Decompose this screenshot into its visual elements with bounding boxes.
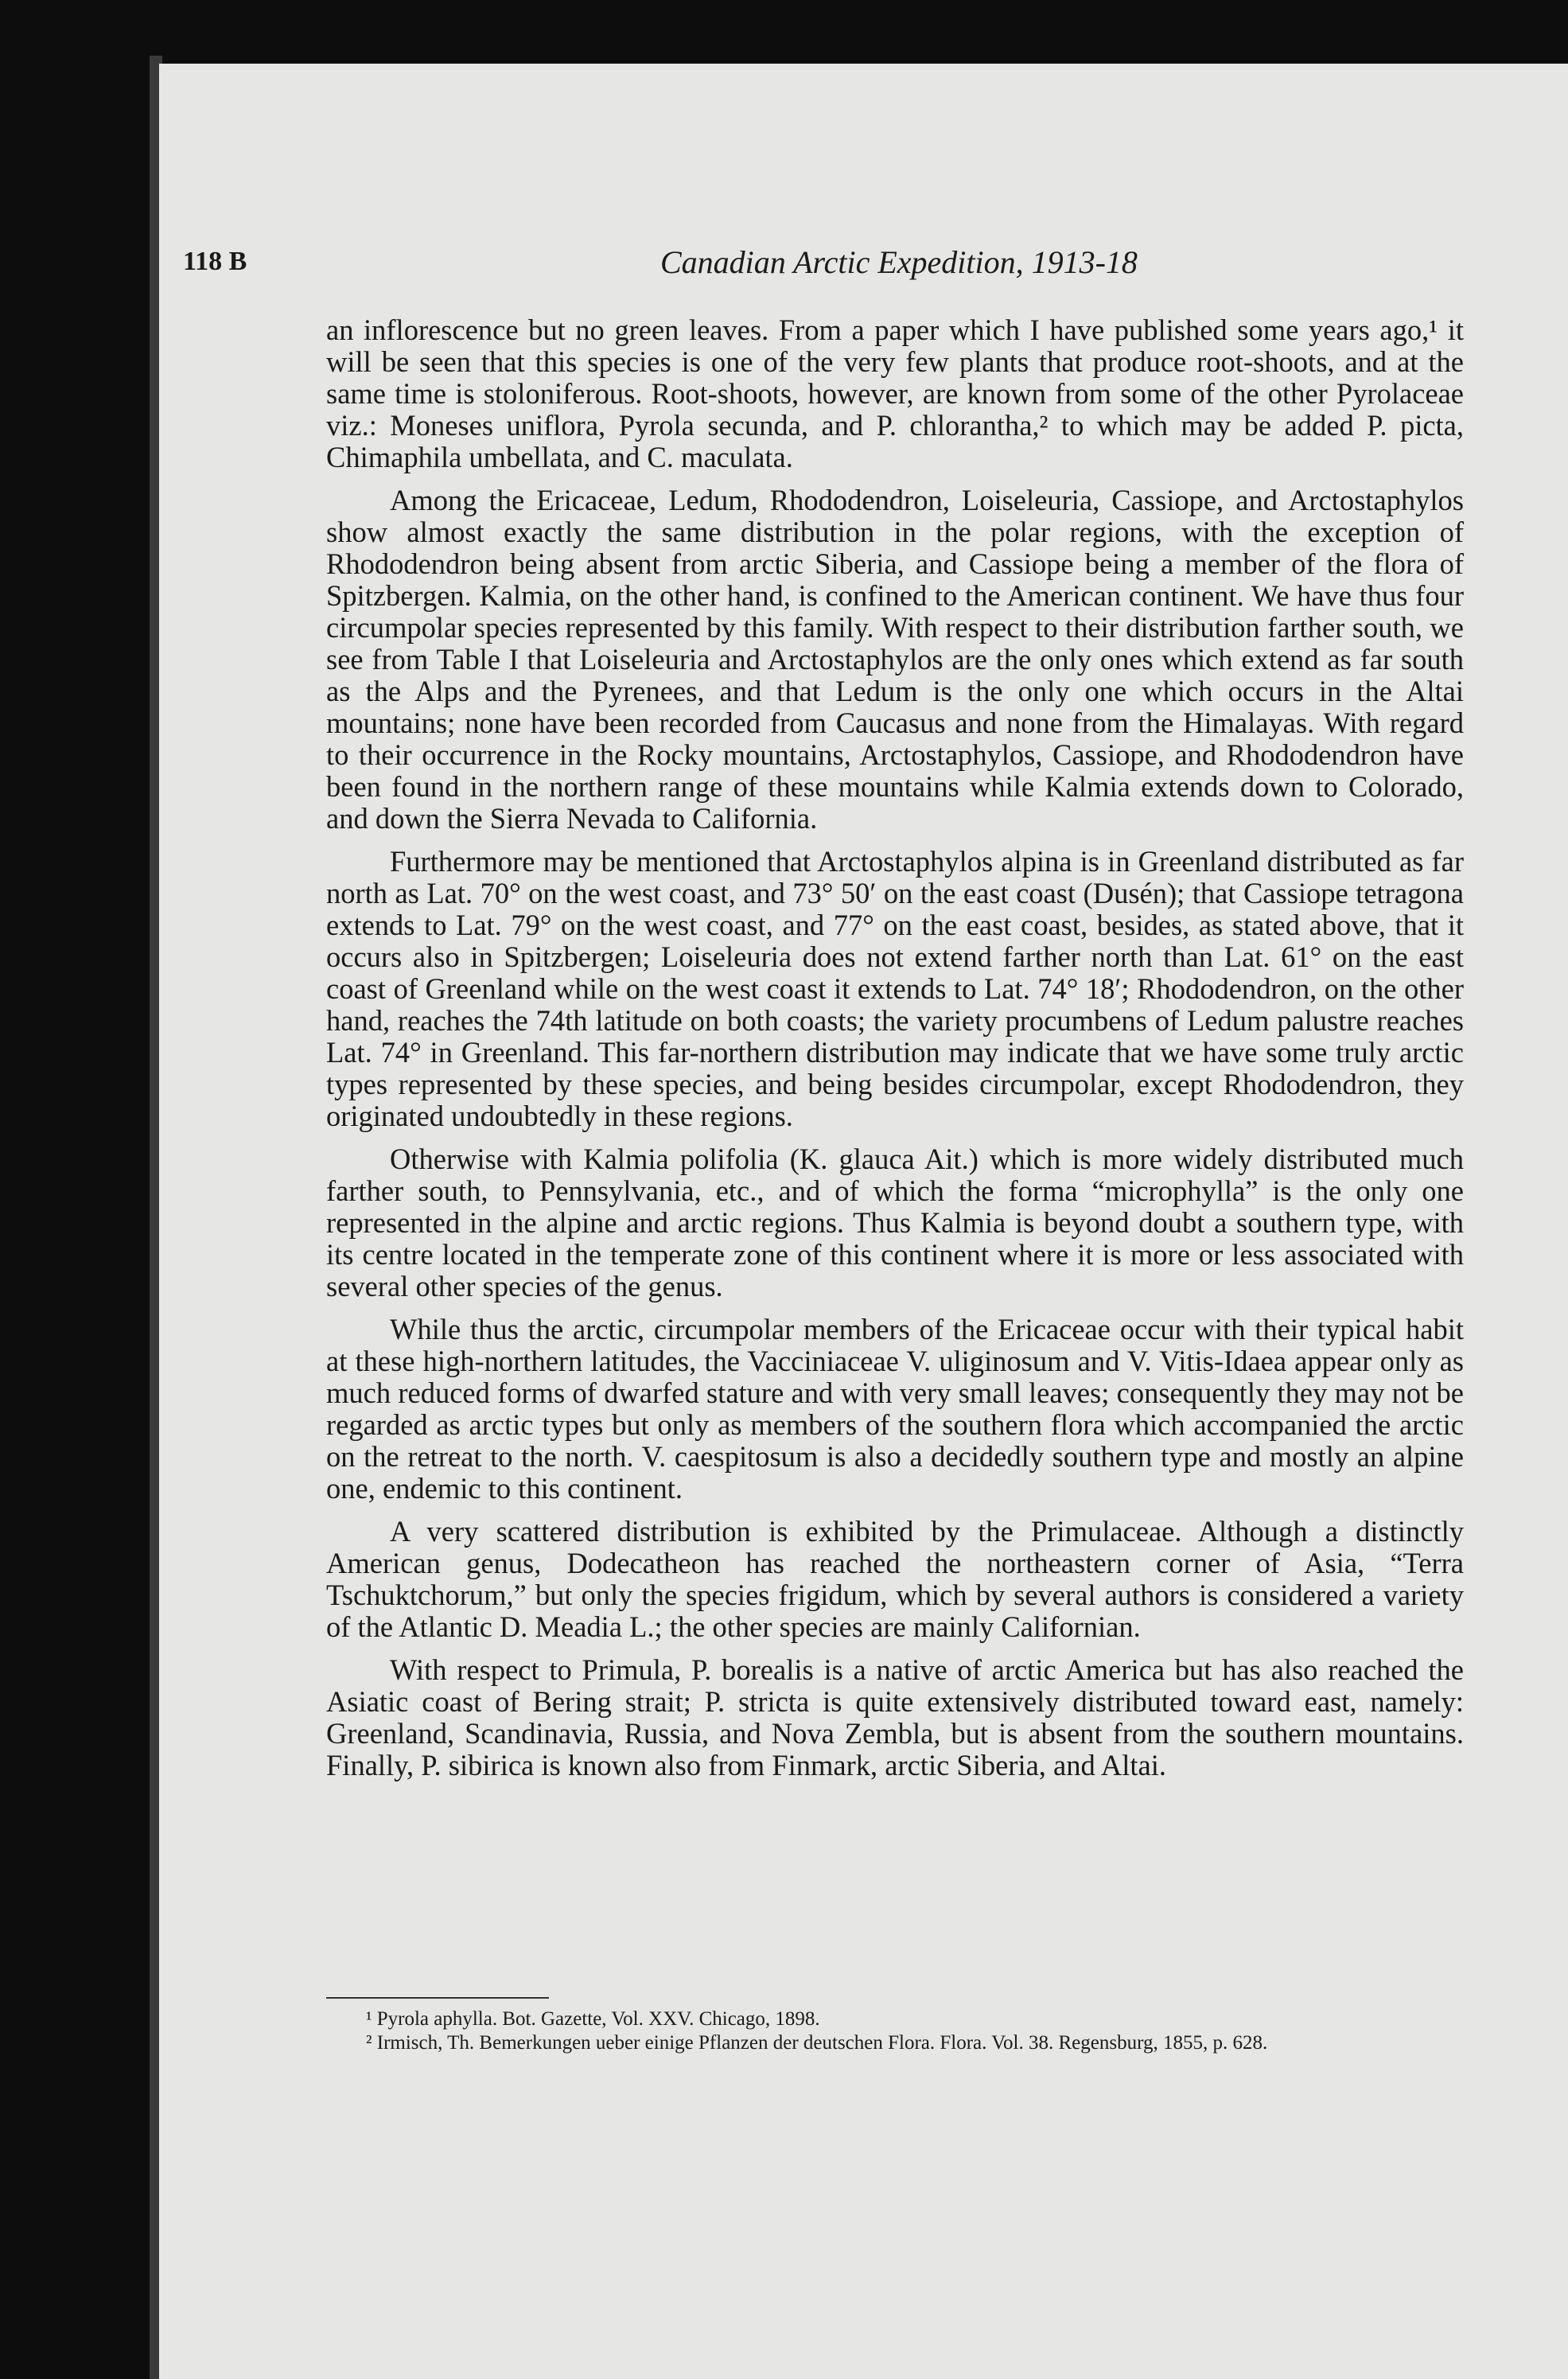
paragraph-2: Among the Ericaceae, Ledum, Rhododendron, Loiseleuria, Cassiope, and Arctostaphylos show almost exactly the same distribution in the polar regions, with the exception of Rhododendron being absent from arctic Siberia, and Cassiope being a member of the flora of Spitzbergen. Kalmia, on the other hand, is confined to the American continent. We have thus four circumpolar species represented by this family. With respect to their distribution farther south, we see from Table I that Loiseleuria and Arctostaphylos are the only ones which extend as far south as the Alps and the Pyrenees, and that Ledum is the only one which occurs in the Altai mountains; none have been recorded from Caucasus and none from the Himalayas. With regard to their occurrence in the Rocky mountains, Arctostaphylos, Cassiope, and Rhododendron have been found in the northern range of these mountains while Kalmia extends down to Colorado, and down the Sierra Nevada to California. <box>326 484 1464 835</box>
paragraph-1: an inflorescence but no green leaves. From a paper which I have published some years ago,¹ it will be seen that this species is one of the very few plants that produce root-shoots, and at the same time is stoloniferous. Root-shoots, however, are known from some of the other Pyrolaceae viz.: Moneses uniflora, Pyrola secunda, and P. chlorantha,² to which may be added P. picta, Chimaphila umbellata, and C. maculata. <box>326 313 1464 473</box>
page-number: 118 B <box>183 247 247 276</box>
footnote-rule <box>326 1997 549 1999</box>
page-header <box>183 239 1480 302</box>
running-title: Canadian Arctic Expedition, 1913-18 <box>660 244 1138 280</box>
paragraph-7: With respect to Primula, P. borealis is a native of arctic America but has also reached the Asiatic coast of Bering strait; P. stricta is quite extensively distributed toward east, namely: Greenland, Scandinavia, Russia, and Nova Zembla, but is absent from the southern mountains. Finally, P. sibirica is known also from Finmark, arctic Siberia, and Altai. <box>326 1653 1464 1781</box>
paragraph-3: Furthermore may be mentioned that Arctostaphylos alpina is in Greenland distributed as far north as Lat. 70° on the west coast, and 73° 50′ on the east coast (Dusén); that Cassiope tetragona extends to Lat. 79° on the west coast, and 77° on the east coast, besides, as stated above, that it occurs also in Spitzbergen; Loiseleuria does not extend farther north than Lat. 61° on the east coast of Greenland while on the west coast it extends to Lat. 74° 18′; Rhododendron, on the other hand, reaches the 74th latitude on both coasts; the variety procumbens of Ledum palustre reaches Lat. 74° in Greenland. This far-northern distribution may indicate that we have some truly arctic types represented by these species, and being besides circumpolar, except Rhododendron, they originated undoubtedly in these regions. <box>326 845 1464 1132</box>
paragraph-4: Otherwise with Kalmia polifolia (K. glauca Ait.) which is more widely distributed much farther south, to Pennsylvania, etc., and of which the forma “microphylla” is the only one represented in the alpine and arctic regions. Thus Kalmia is beyond doubt a southern type, with its centre located in the temperate zone of this continent where it is more or less associated with several other species of the genus. <box>326 1143 1464 1302</box>
body-text <box>326 314 1464 1793</box>
paragraph-5: While thus the arctic, circumpolar members of the Ericaceae occur with their typical habit at these high-northern latitudes, the Vacciniaceae V. uliginosum and V. Vitis-Idaea appear only as much reduced forms of dwarfed stature and with very small leaves; consequently they may not be regarded as arctic types but only as members of the southern flora which accompanied the arctic on the retreat to the north. V. caespitosum is also a decidedly southern type and mostly an alpine one, endemic to this continent. <box>326 1313 1464 1505</box>
footnote-1: ¹ Pyrola aphylla. Bot. Gazette, Vol. XXV. Chicago, 1898. <box>366 2008 820 2030</box>
paragraph-6: A very scattered distribution is exhibited by the Primulaceae. Although a distinctly American genus, Dodecatheon has reached the northeastern corner of Asia, “Terra Tschuktchorum,” but only the species frigidum, which by several authors is considered a variety of the Atlantic D. Meadia L.; the other species are mainly Californian. <box>326 1515 1464 1643</box>
footnotes <box>326 2007 1464 2055</box>
footnote-2: ² Irmisch, Th. Bemerkungen ueber einige Pflanzen der deutschen Flora. Flora. Vol. 38. Regensburg, 1855, p. 628. <box>366 2032 1268 2054</box>
